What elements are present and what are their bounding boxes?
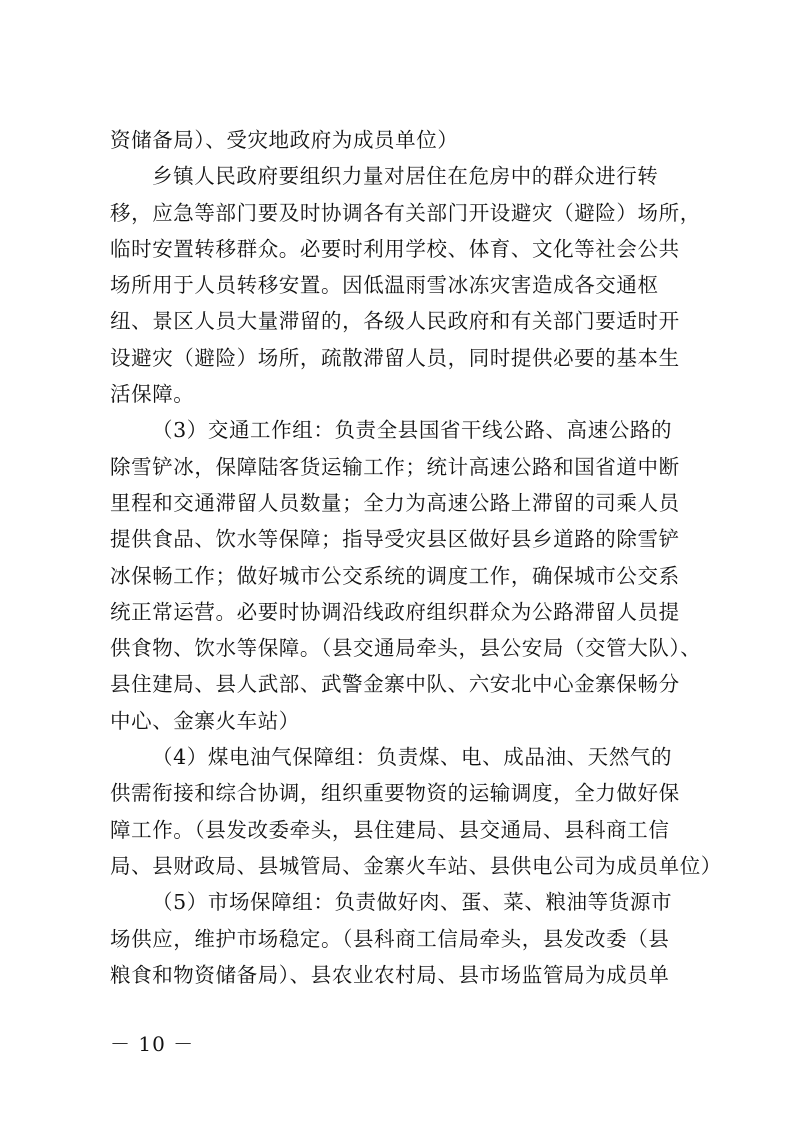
text-line: 粮食和物资储备局）、县农业农村局、县市场监管局为成员单 (110, 962, 670, 987)
text-line: 资储备局）、受灾地政府为成员单位） (110, 128, 459, 152)
text-line: 纽、景区人员大量滞留的，各级人民政府和有关部门要适时开 (110, 309, 680, 334)
text-line: 里程和交通滞留人员数量；全力为高速公路上滞留的司乘人员 (110, 490, 680, 515)
text-line: （3）交通工作组：负责全县国省干线公路、高速公路的 (152, 418, 673, 443)
text-line: 场所用于人员转移安置。因低温雨雪冰冻灾害造成各交通枢 (110, 273, 659, 298)
text-line: 提供食品、饮水等保障；指导受灾县区做好县乡道路的除雪铲 (110, 527, 680, 552)
text-line: 统正常运营。必要时协调沿线政府组织群众为公路滞留人员提 (110, 599, 680, 624)
text-line: 县住建局、县人武部、武警金寨中队、六安北中心金寨保畅分 (110, 672, 680, 697)
text-line: 供需衔接和综合协调，组织重要物资的运输调度，全力做好保 (110, 781, 680, 806)
text-line: 除雪铲冰，保障陆客货运输工作；统计高速公路和国省道中断 (110, 454, 680, 479)
text-line: 临时安置转移群众。必要时利用学校、体育、文化等社会公共 (110, 236, 680, 261)
text-line: 场供应，维护市场稳定。（县科商工信局牵头，县发改委（县 (110, 926, 670, 951)
text-line: 乡镇人民政府要组织力量对居住在危房中的群众进行转 (152, 164, 659, 189)
page-number: － 10 － (110, 1032, 195, 1056)
body-text (110, 122, 722, 993)
text-line: 供食物、饮水等保障。（县交通局牵头，县公安局（交管大队）、 (110, 636, 702, 661)
text-line: 局、县财政局、县城管局、金寨火车站、县供电公司为成员单位） (110, 853, 722, 878)
text-line: 中心、金寨火车站） (110, 708, 300, 733)
text-line: 活保障。 (110, 382, 195, 407)
text-line: （5）市场保障组：负责做好肉、蛋、菜、粮油等货源市 (152, 890, 673, 915)
text-line: （4）煤电油气保障组：负责煤、电、成品油、天然气的 (152, 745, 673, 770)
text-line: 障工作。（县发改委牵头，县住建局、县交通局、县科商工信 (110, 817, 670, 842)
text-line: 设避灾（避险）场所，疏散滞留人员，同时提供必要的基本生 (110, 345, 680, 370)
text-line: 移，应急等部门要及时协调各有关部门开设避灾（避险）场所， (110, 200, 701, 225)
text-line: 冰保畅工作；做好城市公交系统的调度工作，确保城市公交系 (110, 563, 680, 588)
